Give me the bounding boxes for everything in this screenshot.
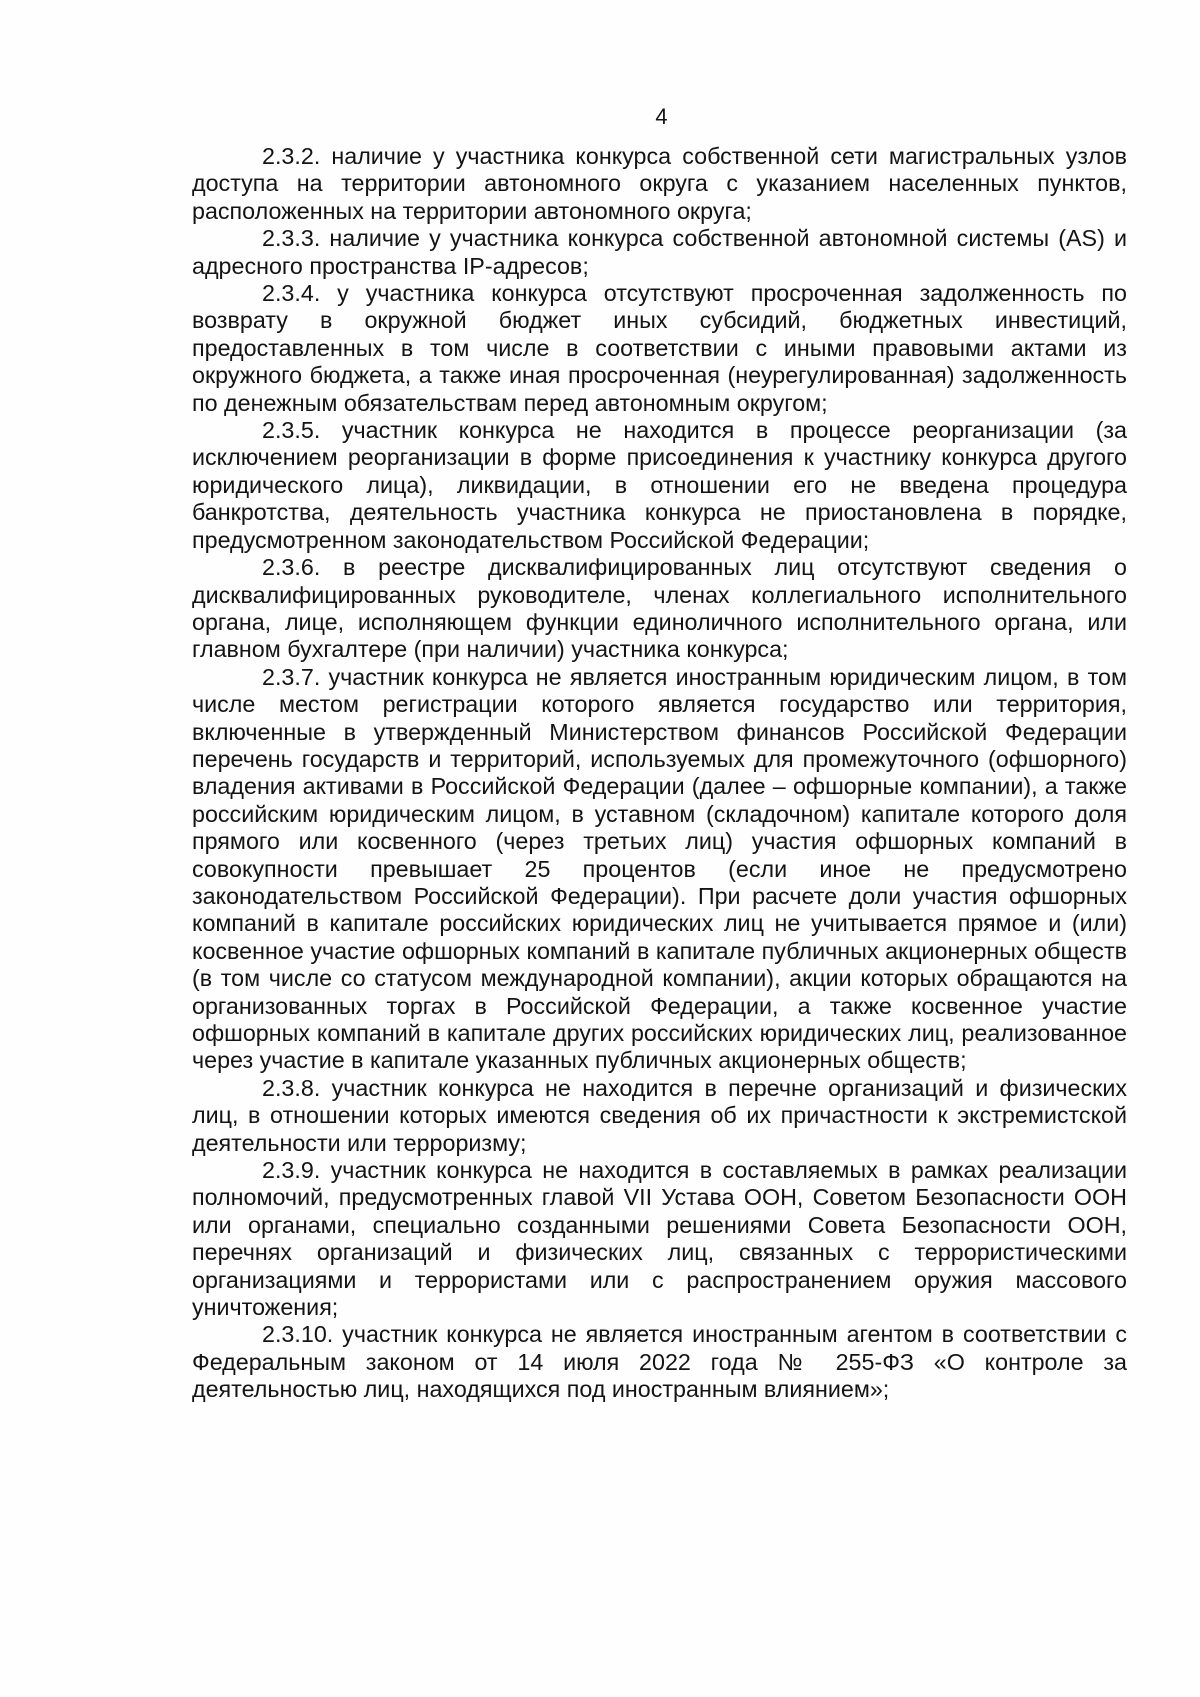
clause-2-3-8: 2.3.8. участник конкурса не находится в перечне организаций и физических лиц, в отношении которых имеются сведения об их причастности к экстремистской деятельности или терроризму;	[192, 1074, 1127, 1156]
clause-2-3-10: 2.3.10. участник конкурса не является иностранным агентом в соответствии с Федеральным законом от 14 июля 2022 года № 255-ФЗ «О контроле за деятельностью лиц, находящихся под иностранным влиянием»;	[192, 1321, 1127, 1403]
clause-2-3-9: 2.3.9. участник конкурса не находится в составляемых в рамках реализации полномочий, предусмотренных главой VII Устава ООН, Советом Безопасности ООН или органами, специально созданными решениями Совета Безопасности ООН, перечнях организаций и физических лиц, связанных с террористическими организациями и террористами или с распространением оружия массового уничтожения;	[192, 1157, 1127, 1321]
clause-2-3-2: 2.3.2. наличие у участника конкурса собственной сети магистральных узлов доступа на территории автономного округа с указанием населенных пунктов, расположенных на территории автономного округа;	[192, 143, 1127, 224]
clause-2-3-7: 2.3.7. участник конкурса не является иностранным юридическим лицом, в том числе местом регистрации которого является государство или территория, включенные в утвержденный Министерством финансов Российской Федерации перечень государств и территорий, используемых для промежуточного (офшорного) владения активами в Российской Федерации (далее – офшорные компании), а также российским юридическим лицом, в уставном (складочном) капитале которого доля прямого или косвенного (через третьих лиц) участия офшорных компаний в совокупности превышает 25 процентов (если иное не предусмотрено законодательством Российской Федерации). При расчете доли участия офшорных компаний в капитале российских юридических лиц не учитывается прямое и (или) косвенное участие офшорных компаний в капитале публичных акционерных обществ (в том числе со статусом международной компании), акции которых обращаются на организованных торгах в Российской Федерации, а также косвенное участие офшорных компаний в капитале других российских юридических лиц, реализованное через участие в капитале указанных публичных акционерных обществ;	[192, 663, 1127, 1074]
page-number: 4	[655, 104, 668, 129]
clause-2-3-3: 2.3.3. наличие у участника конкурса собственной автономной системы (AS) и адресного пространства IP-адресов;	[192, 225, 1127, 279]
clause-2-3-6: 2.3.6. в реестре дисквалифицированных лиц отсутствуют сведения о дисквалифицированных руководителе, членах коллегиального исполнительного органа, лице, исполняющем функции единоличного исполнительного органа, или главном бухгалтере (при наличии) участника конкурса;	[192, 554, 1127, 663]
document-body	[192, 143, 1127, 1404]
clause-2-3-5: 2.3.5. участник конкурса не находится в процессе реорганизации (за исключением реорганизации в форме присоединения к участнику конкурса другого юридического лица), ликвидации, в отношении его не введена процедура банкротства, деятельность участника конкурса не приостановлена в порядке, предусмотренном законодательством Российской Федерации;	[192, 417, 1127, 553]
clause-2-3-4: 2.3.4. у участника конкурса отсутствуют просроченная задолженность по возврату в окружной бюджет иных субсидий, бюджетных инвестиций, предоставленных в том числе в соответствии с иными правовыми актами из окружного бюджета, а также иная просроченная (неурегулированная) задолженность по денежным обязательствам перед автономным округом;	[192, 280, 1127, 416]
